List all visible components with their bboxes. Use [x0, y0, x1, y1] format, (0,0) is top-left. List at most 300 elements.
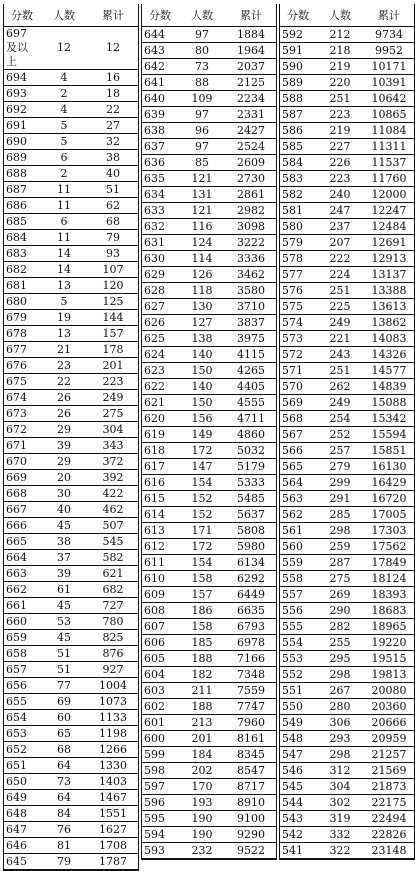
score-cell: 552: [280, 667, 316, 683]
table-row: [4, 630, 138, 646]
table-row: [280, 219, 414, 235]
score-cell: 669: [4, 470, 40, 486]
cumulative-cell: 8161: [226, 731, 276, 747]
cumulative-cell: 18393: [364, 587, 414, 603]
score-cell: 648: [4, 806, 40, 822]
score-cell: 658: [4, 646, 40, 662]
score-cell: 676: [4, 358, 40, 374]
table-row: [280, 539, 414, 555]
count-cell: 299: [316, 475, 364, 491]
table-row: [4, 806, 138, 822]
table-row: [4, 294, 138, 310]
count-cell: 302: [316, 795, 364, 811]
table-row: [4, 326, 138, 342]
score-cell: 598: [142, 763, 178, 779]
table-row: [4, 454, 138, 470]
score-cell: 629: [142, 267, 178, 283]
score-cell: 586: [280, 123, 316, 139]
count-cell: 219: [316, 59, 364, 75]
count-cell: 188: [178, 699, 226, 715]
cumulative-cell: 2037: [226, 59, 276, 75]
score-cell: 625: [142, 331, 178, 347]
count-cell: 11: [40, 182, 88, 198]
table-row: [4, 342, 138, 358]
cumulative-cell: 51: [88, 182, 138, 198]
count-cell: 45: [40, 630, 88, 646]
table-row: [4, 166, 138, 182]
count-cell: 97: [178, 27, 226, 43]
score-cell: 652: [4, 742, 40, 758]
table-row: [4, 534, 138, 550]
score-cell: 655: [4, 694, 40, 710]
cumulative-cell: 18965: [364, 619, 414, 635]
count-cell: 221: [316, 331, 364, 347]
score-table-column-1: [3, 4, 139, 871]
cumulative-cell: 5333: [226, 475, 276, 491]
count-cell: 77: [40, 678, 88, 694]
score-cell: 588: [280, 91, 316, 107]
cumulative-cell: 13137: [364, 267, 414, 283]
score-cell: 602: [142, 699, 178, 715]
count-cell: 255: [316, 635, 364, 651]
score-cell: 581: [280, 203, 316, 219]
table-row: [142, 779, 276, 795]
count-cell: 157: [178, 587, 226, 603]
cumulative-cell: 927: [88, 662, 138, 678]
cumulative-cell: 18124: [364, 571, 414, 587]
cumulative-cell: 21257: [364, 747, 414, 763]
table-row: [142, 555, 276, 571]
score-cell: 661: [4, 598, 40, 614]
table-row: [4, 614, 138, 630]
score-cell: 650: [4, 774, 40, 790]
score-cell: 684: [4, 230, 40, 246]
cumulative-cell: 682: [88, 582, 138, 598]
table-row: [142, 459, 276, 475]
cumulative-cell: 17303: [364, 523, 414, 539]
table-row: [4, 86, 138, 102]
table-row: [4, 150, 138, 166]
cumulative-cell: 392: [88, 470, 138, 486]
count-cell: 247: [316, 203, 364, 219]
count-cell: 73: [40, 774, 88, 790]
count-cell: 249: [316, 315, 364, 331]
score-cell: 693: [4, 86, 40, 102]
score-cell: 644: [142, 27, 178, 43]
cumulative-cell: 5637: [226, 507, 276, 523]
count-cell: 69: [40, 694, 88, 710]
table-row: [142, 491, 276, 507]
count-cell: 226: [316, 155, 364, 171]
table-row: [4, 27, 138, 70]
cumulative-cell: 275: [88, 406, 138, 422]
score-cell: 563: [280, 491, 316, 507]
count-cell: 73: [178, 59, 226, 75]
cumulative-cell: 14326: [364, 347, 414, 363]
score-cell: 567: [280, 427, 316, 443]
count-cell: 51: [40, 646, 88, 662]
count-cell: 211: [178, 683, 226, 699]
count-cell: 127: [178, 315, 226, 331]
cumulative-cell: 2982: [226, 203, 276, 219]
table-row: [280, 795, 414, 811]
table-row: [142, 43, 276, 59]
table-row: [280, 427, 414, 443]
table-row: [142, 699, 276, 715]
score-cell: 646: [4, 838, 40, 854]
score-cell: 649: [4, 790, 40, 806]
count-cell: 11: [40, 230, 88, 246]
score-cell: 592: [280, 27, 316, 43]
table-row: [4, 726, 138, 742]
score-cell: 577: [280, 267, 316, 283]
count-cell: 252: [316, 427, 364, 443]
cumulative-cell: 20360: [364, 699, 414, 715]
score-cell: 694: [4, 70, 40, 86]
cumulative-cell: 107: [88, 262, 138, 278]
cumulative-cell: 1403: [88, 774, 138, 790]
score-cell: 634: [142, 187, 178, 203]
cumulative-cell: 6134: [226, 555, 276, 571]
table-row: [280, 155, 414, 171]
count-cell: 293: [316, 731, 364, 747]
table-row: [4, 422, 138, 438]
score-cell: 593: [142, 843, 178, 859]
score-cell: 556: [280, 603, 316, 619]
score-cell: 554: [280, 635, 316, 651]
count-cell: 2: [40, 166, 88, 182]
table-row: [142, 843, 276, 859]
cumulative-cell: 17562: [364, 539, 414, 555]
header-row: [4, 4, 138, 27]
count-cell: 6: [40, 214, 88, 230]
count-cell: 225: [316, 299, 364, 315]
table-row: [142, 763, 276, 779]
count-cell: 223: [316, 107, 364, 123]
count-cell: 213: [178, 715, 226, 731]
cumulative-cell: 10391: [364, 75, 414, 91]
count-cell: 29: [40, 454, 88, 470]
score-table: [4, 4, 138, 870]
score-cell: 612: [142, 539, 178, 555]
score-cell: 641: [142, 75, 178, 91]
score-cell: 683: [4, 246, 40, 262]
count-cell: 88: [178, 75, 226, 91]
cumulative-cell: 825: [88, 630, 138, 646]
score-cell: 619: [142, 427, 178, 443]
cumulative-cell: 16130: [364, 459, 414, 475]
count-cell: 298: [316, 523, 364, 539]
cumulative-cell: 3975: [226, 331, 276, 347]
count-cell: 97: [178, 139, 226, 155]
cumulative-cell: 13613: [364, 299, 414, 315]
count-cell: 251: [316, 283, 364, 299]
count-cell: 130: [178, 299, 226, 315]
cumulative-cell: 3462: [226, 267, 276, 283]
score-cell: 632: [142, 219, 178, 235]
table-row: [4, 358, 138, 374]
cumulative-cell: 13388: [364, 283, 414, 299]
table-row: [280, 43, 414, 59]
table-row: [280, 715, 414, 731]
table-row: [4, 646, 138, 662]
count-cell: 291: [316, 491, 364, 507]
table-row: [4, 198, 138, 214]
table-row: [142, 683, 276, 699]
score-cell: 575: [280, 299, 316, 315]
table-row: [142, 299, 276, 315]
table-row: [280, 811, 414, 827]
score-cell: 579: [280, 235, 316, 251]
cumulative-cell: 21569: [364, 763, 414, 779]
score-cell: 573: [280, 331, 316, 347]
cumulative-cell: 5032: [226, 443, 276, 459]
cumulative-cell: 343: [88, 438, 138, 454]
cumulative-cell: 16429: [364, 475, 414, 491]
score-cell: 574: [280, 315, 316, 331]
score-cell: 622: [142, 379, 178, 395]
cumulative-cell: 144: [88, 310, 138, 326]
score-cell: 671: [4, 438, 40, 454]
cumulative-cell: 3098: [226, 219, 276, 235]
score-cell: 667: [4, 502, 40, 518]
score-cell: 637: [142, 139, 178, 155]
cumulative-cell: 22175: [364, 795, 414, 811]
table-row: [4, 774, 138, 790]
count-cell: 19: [40, 310, 88, 326]
table-row: [4, 390, 138, 406]
cumulative-cell: 10865: [364, 107, 414, 123]
score-cell: 670: [4, 454, 40, 470]
score-cell: 607: [142, 619, 178, 635]
cumulative-cell: 14577: [364, 363, 414, 379]
count-cell: 39: [40, 438, 88, 454]
count-cell: 40: [40, 502, 88, 518]
header-cumulative: 累计: [226, 4, 276, 27]
table-row: [280, 91, 414, 107]
table-row: [142, 107, 276, 123]
count-cell: 45: [40, 598, 88, 614]
cumulative-cell: 5179: [226, 459, 276, 475]
score-cell: 616: [142, 475, 178, 491]
count-cell: 152: [178, 491, 226, 507]
score-table-column-3: [279, 4, 415, 860]
score-table: [280, 4, 414, 859]
table-row: [4, 102, 138, 118]
count-cell: 280: [316, 699, 364, 715]
cumulative-cell: 9952: [364, 43, 414, 59]
score-cell: 590: [280, 59, 316, 75]
count-cell: 121: [178, 171, 226, 187]
table-row: [142, 315, 276, 331]
score-cell: 640: [142, 91, 178, 107]
table-row: [142, 347, 276, 363]
cumulative-cell: 9290: [226, 827, 276, 843]
cumulative-cell: 21873: [364, 779, 414, 795]
score-cell: 569: [280, 395, 316, 411]
score-cell: 662: [4, 582, 40, 598]
table-row: [280, 683, 414, 699]
count-cell: 190: [178, 827, 226, 843]
cumulative-cell: 7348: [226, 667, 276, 683]
score-cell: 551: [280, 683, 316, 699]
cumulative-cell: 125: [88, 294, 138, 310]
table-row: [280, 299, 414, 315]
table-row: [142, 619, 276, 635]
score-cell: 610: [142, 571, 178, 587]
table-row: [142, 651, 276, 667]
score-cell: 628: [142, 283, 178, 299]
score-cell: 576: [280, 283, 316, 299]
score-cell: 589: [280, 75, 316, 91]
cumulative-cell: 20959: [364, 731, 414, 747]
count-cell: 29: [40, 422, 88, 438]
count-cell: 37: [40, 550, 88, 566]
count-cell: 172: [178, 443, 226, 459]
score-cell: 682: [4, 262, 40, 278]
count-cell: 154: [178, 555, 226, 571]
cumulative-cell: 4115: [226, 347, 276, 363]
count-cell: 201: [178, 731, 226, 747]
count-cell: 184: [178, 747, 226, 763]
score-cell: 553: [280, 651, 316, 667]
table-row: [142, 331, 276, 347]
cumulative-cell: 1073: [88, 694, 138, 710]
score-cell: 580: [280, 219, 316, 235]
cumulative-cell: 19515: [364, 651, 414, 667]
cumulative-cell: 10171: [364, 59, 414, 75]
table-row: [280, 267, 414, 283]
table-row: [142, 75, 276, 91]
table-row: [280, 363, 414, 379]
score-cell: 568: [280, 411, 316, 427]
score-cell: 623: [142, 363, 178, 379]
count-cell: 11: [40, 198, 88, 214]
count-cell: 26: [40, 406, 88, 422]
score-cell: 549: [280, 715, 316, 731]
count-cell: 188: [178, 651, 226, 667]
count-cell: 79: [40, 854, 88, 870]
cumulative-cell: 1467: [88, 790, 138, 806]
score-cell: 678: [4, 326, 40, 342]
count-cell: 118: [178, 283, 226, 299]
cumulative-cell: 462: [88, 502, 138, 518]
cumulative-cell: 12: [88, 27, 138, 70]
cumulative-cell: 6793: [226, 619, 276, 635]
count-cell: 218: [316, 43, 364, 59]
header-count: 人数: [40, 4, 88, 27]
cumulative-cell: 68: [88, 214, 138, 230]
cumulative-cell: 62: [88, 198, 138, 214]
count-cell: 182: [178, 667, 226, 683]
table-row: [142, 219, 276, 235]
cumulative-cell: 1627: [88, 822, 138, 838]
score-cell: 685: [4, 214, 40, 230]
score-cell: 689: [4, 150, 40, 166]
score-cell: 606: [142, 635, 178, 651]
table-row: [280, 603, 414, 619]
table-row: [4, 70, 138, 86]
table-row: [280, 651, 414, 667]
count-cell: 45: [40, 518, 88, 534]
table-row: [280, 475, 414, 491]
count-cell: 312: [316, 763, 364, 779]
score-cell: 550: [280, 699, 316, 715]
table-row: [280, 59, 414, 75]
score-cell: 697及以上: [4, 27, 40, 70]
count-cell: 287: [316, 555, 364, 571]
count-cell: 285: [316, 507, 364, 523]
cumulative-cell: 1330: [88, 758, 138, 774]
table-row: [142, 523, 276, 539]
header-cumulative: 累计: [88, 4, 138, 27]
score-cell: 557: [280, 587, 316, 603]
table-row: [4, 710, 138, 726]
count-cell: 319: [316, 811, 364, 827]
count-cell: 140: [178, 379, 226, 395]
table-row: [280, 411, 414, 427]
score-cell: 613: [142, 523, 178, 539]
score-cell: 594: [142, 827, 178, 843]
table-row: [280, 379, 414, 395]
cumulative-cell: 223: [88, 374, 138, 390]
score-cell: 626: [142, 315, 178, 331]
table-row: [4, 598, 138, 614]
count-cell: 224: [316, 267, 364, 283]
cumulative-cell: 1708: [88, 838, 138, 854]
table-row: [280, 171, 414, 187]
table-row: [4, 518, 138, 534]
count-cell: 257: [316, 443, 364, 459]
score-cell: 636: [142, 155, 178, 171]
score-cell: 544: [280, 795, 316, 811]
score-cell: 615: [142, 491, 178, 507]
score-cell: 604: [142, 667, 178, 683]
cumulative-cell: 1884: [226, 27, 276, 43]
score-cell: 653: [4, 726, 40, 742]
cumulative-cell: 9522: [226, 843, 276, 859]
table-row: [142, 427, 276, 443]
header-score: 分数: [4, 4, 40, 27]
score-cell: 677: [4, 342, 40, 358]
cumulative-cell: 22: [88, 102, 138, 118]
table-row: [142, 379, 276, 395]
count-cell: 138: [178, 331, 226, 347]
cumulative-cell: 1198: [88, 726, 138, 742]
count-cell: 185: [178, 635, 226, 651]
table-row: [142, 443, 276, 459]
table-row: [280, 571, 414, 587]
table-row: [4, 470, 138, 486]
table-row: [142, 251, 276, 267]
cumulative-cell: 304: [88, 422, 138, 438]
score-cell: 645: [4, 854, 40, 870]
table-row: [142, 27, 276, 43]
cumulative-cell: 40: [88, 166, 138, 182]
score-cell: 591: [280, 43, 316, 59]
score-cell: 600: [142, 731, 178, 747]
cumulative-cell: 38: [88, 150, 138, 166]
score-cell: 618: [142, 443, 178, 459]
count-cell: 65: [40, 726, 88, 742]
score-cell: 561: [280, 523, 316, 539]
table-row: [280, 635, 414, 651]
table-row: [280, 347, 414, 363]
score-cell: 614: [142, 507, 178, 523]
count-cell: 147: [178, 459, 226, 475]
cumulative-cell: 2730: [226, 171, 276, 187]
table-row: [142, 235, 276, 251]
